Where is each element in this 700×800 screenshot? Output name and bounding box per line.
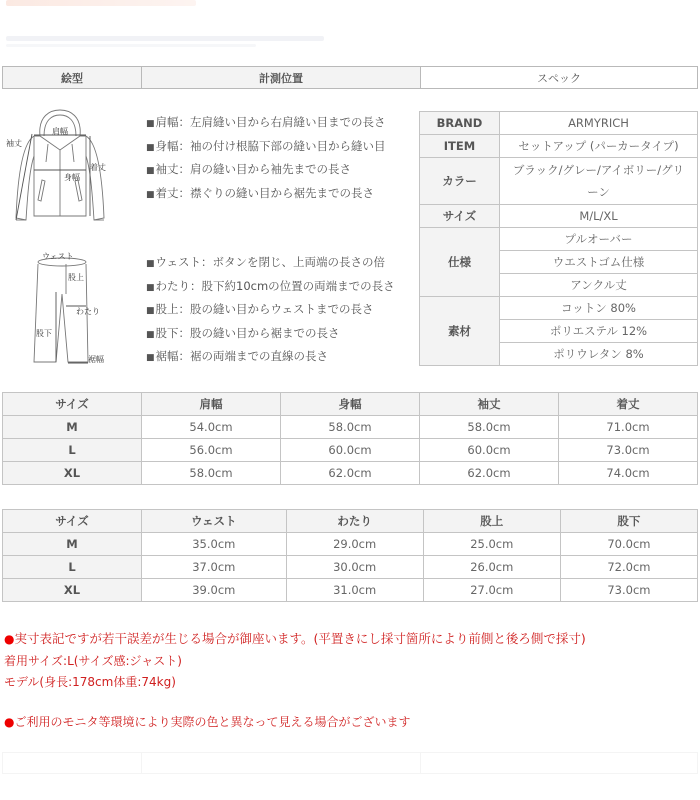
svg-text:着丈: 着丈 (90, 163, 106, 172)
faded-top-text (6, 0, 196, 6)
table-header-row (3, 510, 698, 533)
value-cell: 73.0cm (560, 579, 697, 602)
note-shoulder: ■肩幅：左肩縫い目から右肩縫い目までの長さ (146, 115, 386, 129)
value-cell: 58.0cm (420, 416, 559, 439)
column-header: サイズ (3, 393, 142, 416)
spec-label: ITEM (420, 135, 500, 158)
column-header: ウェスト (142, 510, 287, 533)
value-cell: 26.0cm (423, 556, 560, 579)
svg-text:身幅: 身幅 (64, 173, 80, 182)
header-measure-position: 計測位置 (142, 67, 421, 88)
spec-value: セットアップ (パーカータイプ) (500, 135, 698, 158)
note-sleeve: ■袖丈：肩の縫い目から袖先までの長さ (146, 162, 352, 176)
square-bullet-icon: ■ (146, 259, 155, 269)
table-row (3, 579, 698, 602)
column-header: わたり (286, 510, 423, 533)
square-bullet-icon: ■ (146, 119, 155, 129)
measurement-disclaimer: ●実寸表記ですが若干誤差が生じる場合が御座います。(平置きにし採寸箇所により前側と後ろ側で採寸) (4, 631, 586, 646)
bottom-size-table (2, 509, 698, 602)
table-header-row (3, 393, 698, 416)
note-hem: ■裾幅：裾の両端までの直線の長さ (146, 349, 329, 363)
column-header: 袖丈 (420, 393, 559, 416)
header-spec: スペック (421, 67, 697, 88)
value-cell: 58.0cm (281, 416, 420, 439)
spec-value: アンクル丈 (500, 274, 698, 297)
spec-row-item (420, 135, 698, 158)
svg-text:わたり: わたり (76, 307, 100, 316)
note-body-width: ■身幅：袖の付け根脇下部の縫い目から縫い目 (146, 138, 386, 153)
table-row (3, 439, 698, 462)
square-bullet-icon: ■ (146, 142, 155, 153)
spec-value: コットン 80% (500, 297, 698, 320)
note-waist: ■ウェスト：ボタンを閉じ、上両端の長さの倍 (146, 255, 386, 269)
spec-label: サイズ (420, 205, 500, 228)
value-cell: 39.0cm (142, 579, 287, 602)
column-header: 着丈 (559, 393, 698, 416)
spec-value: ブラック/グレー/アイボリー/グリーン (500, 158, 698, 205)
square-bullet-icon: ■ (146, 166, 155, 176)
value-cell: 70.0cm (560, 533, 697, 556)
size-cell: L (3, 439, 142, 462)
header-illustration: 絵型 (3, 67, 142, 88)
value-cell: 72.0cm (560, 556, 697, 579)
spec-row-size (420, 205, 698, 228)
column-header: 股下 (560, 510, 697, 533)
svg-text:股下: 股下 (36, 329, 52, 338)
top-measure-notes (146, 111, 386, 205)
worn-size: 着用サイズ:L(サイズ感:ジャスト) (4, 654, 182, 668)
spec-value: ポリウレタン 8% (500, 343, 698, 366)
hoodie-icon (4, 108, 116, 226)
hoodie-illustration (4, 108, 116, 226)
square-bullet-icon: ■ (146, 353, 155, 363)
svg-text:肩幅: 肩幅 (52, 127, 68, 136)
note-length: ■着丈：襟ぐりの縫い目から裾先までの長さ (146, 185, 375, 200)
size-cell: M (3, 416, 142, 439)
red-dot-icon: ● (4, 632, 15, 646)
spec-value: プルオーバー (500, 228, 698, 251)
value-cell: 74.0cm (559, 462, 698, 485)
model-info: モデル(身長:178cm体重:74kg) (4, 675, 176, 689)
value-cell: 71.0cm (559, 416, 698, 439)
measure-header-row (2, 66, 698, 89)
table-row (3, 533, 698, 556)
value-cell: 60.0cm (281, 439, 420, 462)
column-header: サイズ (3, 510, 142, 533)
spec-value: ウエストゴム仕様 (500, 251, 698, 274)
square-bullet-icon: ■ (146, 282, 155, 293)
note-inseam: ■股下：股の縫い目から裾までの長さ (146, 325, 340, 340)
svg-text:袖丈: 袖丈 (6, 139, 22, 148)
size-cell: M (3, 533, 142, 556)
value-cell: 27.0cm (423, 579, 560, 602)
color-disclaimer: ●ご利用のモニタ等環境により実際の色と異なって見える場合がございます (4, 715, 411, 729)
pants-icon (26, 250, 110, 370)
red-dot-icon: ● (4, 715, 15, 729)
faded-next-table (2, 752, 698, 774)
size-cell: L (3, 556, 142, 579)
top-size-table (2, 392, 698, 485)
value-cell: 73.0cm (559, 439, 698, 462)
faded-caption-2 (6, 44, 256, 47)
value-cell: 60.0cm (420, 439, 559, 462)
size-cell: XL (3, 462, 142, 485)
value-cell: 29.0cm (286, 533, 423, 556)
note-thigh: ■わたり：股下約10cmの位置の両端までの長さ (146, 278, 395, 293)
square-bullet-icon: ■ (146, 189, 155, 200)
value-cell: 58.0cm (142, 462, 281, 485)
value-cell: 25.0cm (423, 533, 560, 556)
spec-row-color (420, 158, 698, 205)
value-cell: 37.0cm (142, 556, 287, 579)
note-rise: ■股上：股の縫い目からウェストまでの長さ (146, 302, 374, 316)
spec-row-material (420, 297, 698, 320)
value-cell: 35.0cm (142, 533, 287, 556)
value-cell: 30.0cm (286, 556, 423, 579)
spec-row-feature (420, 228, 698, 251)
value-cell: 62.0cm (420, 462, 559, 485)
spec-table (419, 111, 698, 366)
value-cell: 54.0cm (142, 416, 281, 439)
faded-caption (6, 36, 324, 41)
bottom-measure-notes (146, 251, 395, 369)
column-header: 股上 (423, 510, 560, 533)
spec-label: BRAND (420, 112, 500, 135)
table-row (3, 556, 698, 579)
value-cell: 56.0cm (142, 439, 281, 462)
pants-illustration (26, 250, 110, 370)
spec-value: ARMYRICH (500, 112, 698, 135)
spec-value: ポリエステル 12% (500, 320, 698, 343)
svg-text:裾幅: 裾幅 (88, 355, 104, 364)
column-header: 肩幅 (142, 393, 281, 416)
column-header: 身幅 (281, 393, 420, 416)
svg-text:股上: 股上 (68, 273, 84, 282)
size-cell: XL (3, 579, 142, 602)
value-cell: 62.0cm (281, 462, 420, 485)
svg-text:ウェスト: ウェスト (42, 252, 74, 261)
spec-label: 素材 (420, 297, 500, 366)
square-bullet-icon: ■ (146, 306, 155, 316)
spec-label: 仕様 (420, 228, 500, 297)
spec-value: M/L/XL (500, 205, 698, 228)
square-bullet-icon: ■ (146, 329, 155, 340)
spec-label: カラー (420, 158, 500, 205)
value-cell: 31.0cm (286, 579, 423, 602)
spec-row-brand (420, 112, 698, 135)
table-row (3, 462, 698, 485)
table-row (3, 416, 698, 439)
